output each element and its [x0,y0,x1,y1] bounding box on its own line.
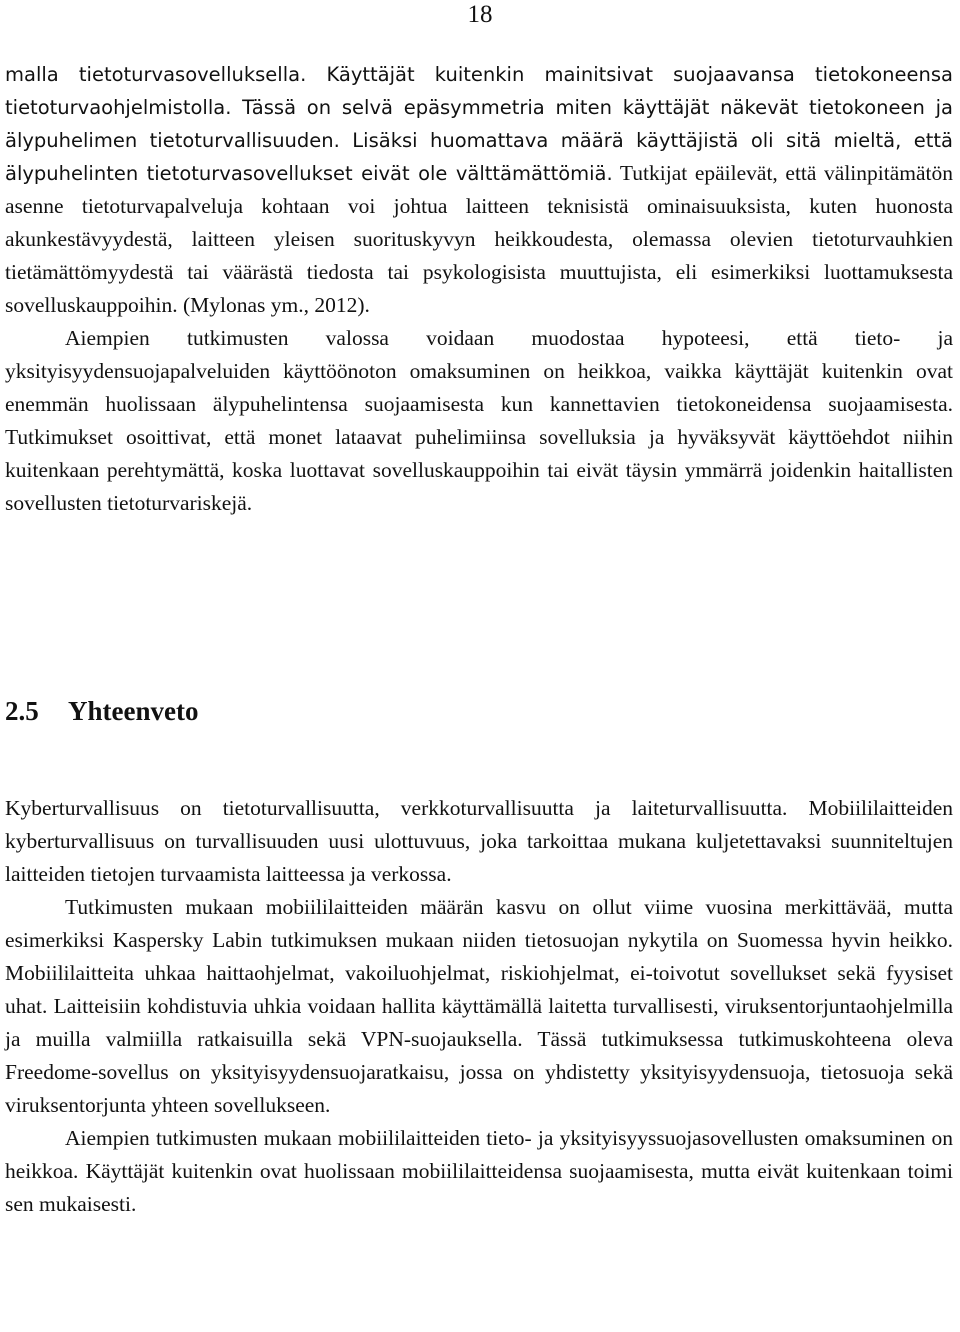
section-title: Yhteenveto [68,696,199,726]
section-heading [5,694,198,728]
body-text-upper [5,58,953,520]
paragraph-hypothesis: Aiempien tutkimusten valossa voidaan muodostaa hypoteesi, että tieto- ja yksityisyydensuojapalveluiden käyttöönoton omaksuminen on heikkoa, vaikka käyttäjät kuitenkin ovat enemmän huolissaan älypuhelintensa suojaamisesta kun kannettavien tietokoneidensa suojaamisesta. Tutkimukset osoittivat, että monet lataavat puhelimiinsa sovelluksia ja hyväksyvät käyttöehdot niihin kuitenkaan perehtymättä, koska luottavat sovelluskauppoihin tai eivät täysin ymmärrä joidenkin haitallisten sovellusten tietoturvariskejä. [5,326,953,515]
paragraph-serif-segment: Tutkijat epäilevät, että välinpitämätön asenne tietoturvapalveluja kohtaan voi johtua laitteen teknisistä ominaisuuksista, kuten huonosta akunkestävyydestä, laitteen yleisen suorituskyvyn heikkoudesta, olemassa olevien tietoturvauhkien tietämättömyydestä tai väärästä tiedosta tai psykologisista muuttujista, eli esimerkiksi luottamuksesta sovelluskauppoihin. (Mylonas ym., 2012). [5,161,953,317]
section-number: 2.5 [5,696,39,726]
paragraph-summary-2: Tutkimusten mukaan mobiililaitteiden määrän kasvu on ollut viime vuosina merkittävää, mutta esimerkiksi Kaspersky Labin tutkimuksen mukaan niiden tietosuojan nykytila on Suomessa hyvin heikko. Mobiililaitteita uhkaa haittaohjelmat, vakoiluohjelmat, riskiohjelmat, ei-toivotut sovellukset sekä fyysiset uhat. Laitteisiin kohdistuvia uhkia voidaan hallita käyttämällä laitetta turvallisesti, viruksentorjuntaohjelmilla ja muilla valmiilla ratkaisuilla sekä VPN-suojauksella. Tässä tutkimuksessa tutkimuskohteena oleva Freedome-sovellus on yksityisyydensuojaratkaisu, jossa on yhdistetty yksityisyydensuoja, tietosuoja sekä viruksentorjunta yhteen sovellukseen. [5,895,953,1117]
page-number: 18 [467,1,493,28]
body-text-lower [5,792,953,1221]
paragraph-continued [5,58,953,322]
paragraph-summary-1: Kyberturvallisuus on tietoturvallisuutta, verkkoturvallisuutta ja laiteturvallisuutta. Mobiililaitteiden kyberturvallisuus on turvallisuuden uusi ulottuvuus, joka tarkoittaa mukana kuljetettavaksi suunniteltujen laitteiden tietojen turvaamista laitteessa ja verkossa. [5,796,953,886]
paragraph-sans-segment: malla tietoturvasovelluksella. Käyttäjät kuitenkin mainitsivat suojaavansa tietokoneensa tietoturvaohjelmistolla. Tässä on selvä epäsymmetria miten käyttäjät näkevät tietokoneen ja älypuhelimen tietoturvallisuuden. Lisäksi huomattava määrä käyttäjistä oli sitä mieltä, että älypuhelinten tietoturvasovellukset eivät ole välttämättömiä. [5,63,953,185]
paragraph-summary-3: Aiempien tutkimusten mukaan mobiililaitteiden tieto- ja yksityisyyssuojasovellusten omaksuminen on heikkoa. Käyttäjät kuitenkin ovat huolissaan mobiililaitteidensa suojaamisesta, mutta eivät kuitenkaan toimi sen mukaisesti. [5,1126,953,1216]
